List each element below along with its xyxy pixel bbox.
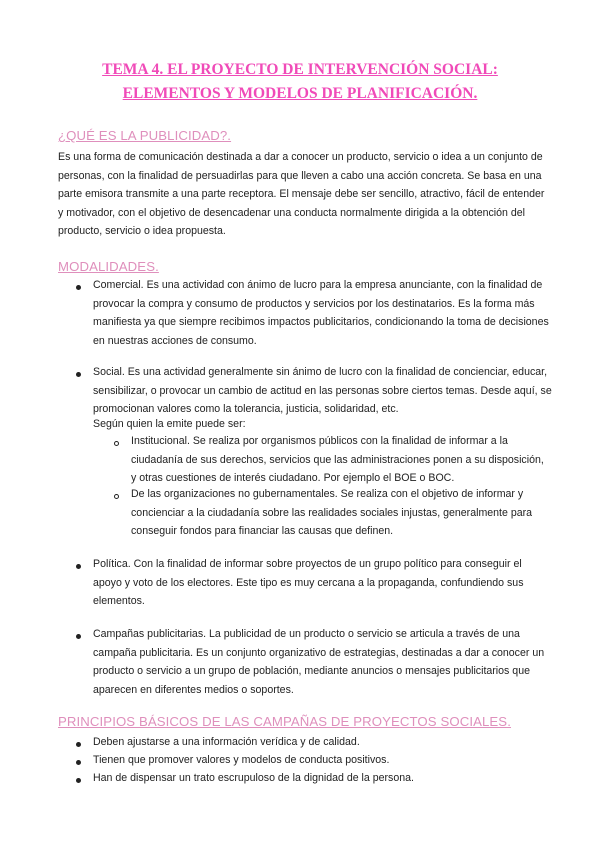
list-item-comercial: Comercial. Es una actividad con ánimo de lucro para la empresa anunciante, con la finalidad de provocar la compra y consumo de productos y servicios por los destinatarios. Es la forma más manifiesta ya que siempre recibimos impactos publicitarios, condicionando la toma de decisiones en nuestras acciones de consumo. [93, 279, 549, 347]
sub-item-ong: De las organizaciones no gubernamentales. Se realiza con el objetivo de informar y concienciar a la ciudadanía sobre las realidades sociales injustas, generalmente para conseguir fondos para financiar las causas que definen. [131, 488, 533, 538]
section-heading-principios: PRINCIPIOS BÁSICOS DE LAS CAMPAÑAS DE PROYECTOS SOCIALES. [58, 714, 511, 729]
bullet-dot [76, 760, 81, 765]
paragraph-publicidad: Es una forma de comunicación destinada a dar a conocer un producto, servicio o idea a un conjunto de personas, con la finalidad de persuadirlas para que lleven a cabo una acción concreta. Se basa en una parte emisora transmite a una parte receptora. El mensaje debe ser sencillo, atractivo, fácil de entender y motivador, con el objetivo de desencadenar una conducta normalmente dirigida a la obtención del producto, servicio o idea propuesta. [58, 151, 545, 238]
list-item-principio-1: Deben ajustarse a una información verídica y de calidad. [93, 736, 360, 748]
bullet-dot [76, 285, 81, 290]
sub-item-institucional: Institucional. Se realiza por organismos públicos con la finalidad de informar a la ciudadanía de sus derechos, servicios que las administraciones ponen a su disposición, y otras cuestiones de interés ciudadano. Por ejemplo el BOE o BOC. [131, 435, 544, 485]
section-heading-publicidad: ¿QUÉ ES LA PUBLICIDAD?. [58, 128, 232, 143]
bullet-dot [76, 564, 81, 569]
list-item-principio-2: Tienen que promover valores y modelos de conducta positivos. [93, 754, 390, 766]
list-item-politica: Política. Con la finalidad de informar sobre proyectos de un grupo político para conseguir el apoyo y voto de los electores. Este tipo es muy cercana a la propaganda, confundiendo sus elementos. [93, 558, 524, 608]
bullet-dot [76, 778, 81, 783]
bullet-dot [76, 634, 81, 639]
list-item-principio-3: Han de dispensar un trato escrupuloso de la dignidad de la persona. [93, 772, 414, 784]
section-heading-modalidades: MODALIDADES. [58, 259, 159, 274]
title-line-2: ELEMENTOS Y MODELOS DE PLANIFICACIÓN. [122, 85, 478, 102]
list-item-social: Social. Es una actividad generalmente sin ánimo de lucro con la finalidad de concienciar, educar, sensibilizar, o provocar un cambio de actitud en las personas sobre ciertos temas. Desde aquí, se promocionan valores como la tolerancia, justicia, solidaridad, etc. [93, 366, 552, 416]
sub-bullet-circle [114, 494, 119, 499]
title-line-1: TEMA 4. EL PROYECTO DE INTERVENCIÓN SOCIAL: [102, 61, 498, 78]
list-item-social-segun: Según quien la emite puede ser: [93, 418, 246, 430]
page-title [40, 58, 560, 106]
bullet-dot [76, 372, 81, 377]
bullet-dot [76, 742, 81, 747]
sub-bullet-circle [114, 441, 119, 446]
list-item-campanas: Campañas publicitarias. La publicidad de un producto o servicio se articula a través de una campaña publicitaria. Es un conjunto organizativo de estrategias, destinadas a dar a conocer un producto o servicio a un grupo de población, mediante anuncios o mensajes publicitarios que aparecen en diferentes medios o soportes. [93, 628, 545, 696]
